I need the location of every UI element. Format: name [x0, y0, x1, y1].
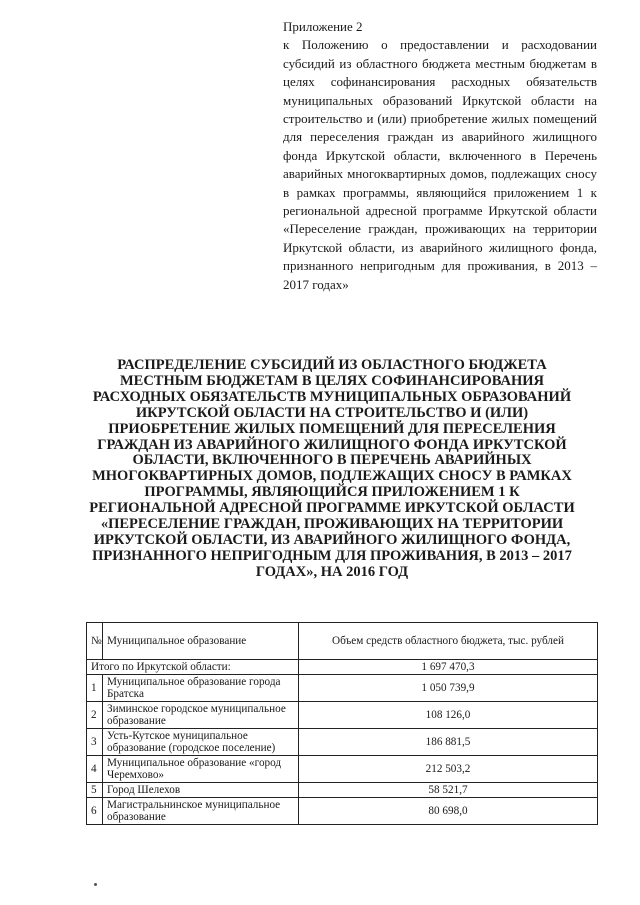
table-row [87, 756, 598, 783]
table-total-row [87, 660, 598, 675]
table-row [87, 729, 598, 756]
row-value: 58 521,7 [299, 783, 598, 798]
appendix-block [283, 18, 597, 294]
document-heading: РАСПРЕДЕЛЕНИЕ СУБСИДИЙ ИЗ ОБЛАСТНОГО БЮДЖЕТА МЕСТНЫМ БЮДЖЕТАМ В ЦЕЛЯХ СОФИНАНСИРОВАНИЯ РАСХОДНЫХ ОБЯЗАТЕЛЬСТВ МУНИЦИПАЛЬНЫХ ОБРАЗОВАНИЙ ИКРУТСКОЙ ОБЛАСТИ НА СТРОИТЕЛЬСТВО И (ИЛИ) ПРИОБРЕТЕНИЕ ЖИЛЫХ ПОМЕЩЕНИЙ ДЛЯ ПЕРЕСЕЛЕНИЯ ГРАЖДАН ИЗ АВАРИЙНОГО ЖИЛИЩНОГО ФОНДА ИРКУТСКОЙ ОБЛАСТИ, ВКЛЮЧЕННОГО В ПЕРЕЧЕНЬ АВАРИЙНЫХ МНОГОКВАРТИРНЫХ ДОМОВ, ПОДЛЕЖАЩИХ СНОСУ В РАМКАХ ПРОГРАММЫ, ЯВЛЯЮЩИЙСЯ ПРИЛОЖЕНИЕМ 1 К РЕГИОНАЛЬНОЙ АДРЕСНОЙ ПРОГРАММЕ ИРКУТСКОЙ ОБЛАСТИ «ПЕРЕСЕЛЕНИЕ ГРАЖДАН, ПРОЖИВАЮЩИХ НА ТЕРРИТОРИИ ИРКУТСКОЙ ОБЛАСТИ, ИЗ АВАРИЙНОГО ЖИЛИЩНОГО ФОНДА, ПРИЗНАННОГО НЕПРИГОДНЫМ ДЛЯ ПРОЖИВАНИЯ, В 2013 – 2017 ГОДАХ», НА 2016 ГОД [89, 357, 575, 580]
row-name: Зиминское городское муниципальное образование [103, 702, 299, 729]
row-value: 186 881,5 [299, 729, 598, 756]
row-name: Муниципальное образование города Братска [103, 675, 299, 702]
row-name: Муниципальное образование «город Черемхово» [103, 756, 299, 783]
table-header-row [87, 623, 598, 660]
header-num: № [87, 623, 103, 660]
row-num: 3 [87, 729, 103, 756]
row-name: Усть-Кутское муниципальное образование (городское поселение) [103, 729, 299, 756]
row-name: Магистральнинское муниципальное образование [103, 798, 299, 825]
table-row [87, 702, 598, 729]
row-value: 108 126,0 [299, 702, 598, 729]
row-num: 5 [87, 783, 103, 798]
table-row [87, 675, 598, 702]
row-num: 6 [87, 798, 103, 825]
row-value: 212 503,2 [299, 756, 598, 783]
subsidy-table [86, 622, 598, 825]
header-value: Объем средств областного бюджета, тыс. рублей [299, 623, 598, 660]
total-value: 1 697 470,3 [299, 660, 598, 675]
appendix-text: к Положению о предоставлении и расходовании субсидий из областного бюджета местным бюджетам в целях софинансирования расходных обязательств муниципальных образований Иркутской области на строительство и (или) приобретение жилых помещений для переселения граждан из аварийного жилищного фонда Иркутской области, включенного в Перечень аварийных многоквартирных домов, подлежащих сносу в рамках программы, являющийся приложением 1 к региональной адресной программе Иркутской области «Переселение граждан, проживающих на территории Иркутской области, из аварийного жилищного фонда, признанного непригодным для проживания, в 2013 – 2017 годах» [283, 37, 597, 292]
table-row [87, 798, 598, 825]
scan-speck [94, 883, 97, 886]
table-row [87, 783, 598, 798]
total-label: Итого по Иркутской области: [87, 660, 299, 675]
row-name: Город Шелехов [103, 783, 299, 798]
row-num: 2 [87, 702, 103, 729]
row-value: 1 050 739,9 [299, 675, 598, 702]
header-name: Муниципальное образование [103, 623, 299, 660]
row-value: 80 698,0 [299, 798, 598, 825]
appendix-title: Приложение 2 [283, 19, 363, 34]
row-num: 1 [87, 675, 103, 702]
row-num: 4 [87, 756, 103, 783]
